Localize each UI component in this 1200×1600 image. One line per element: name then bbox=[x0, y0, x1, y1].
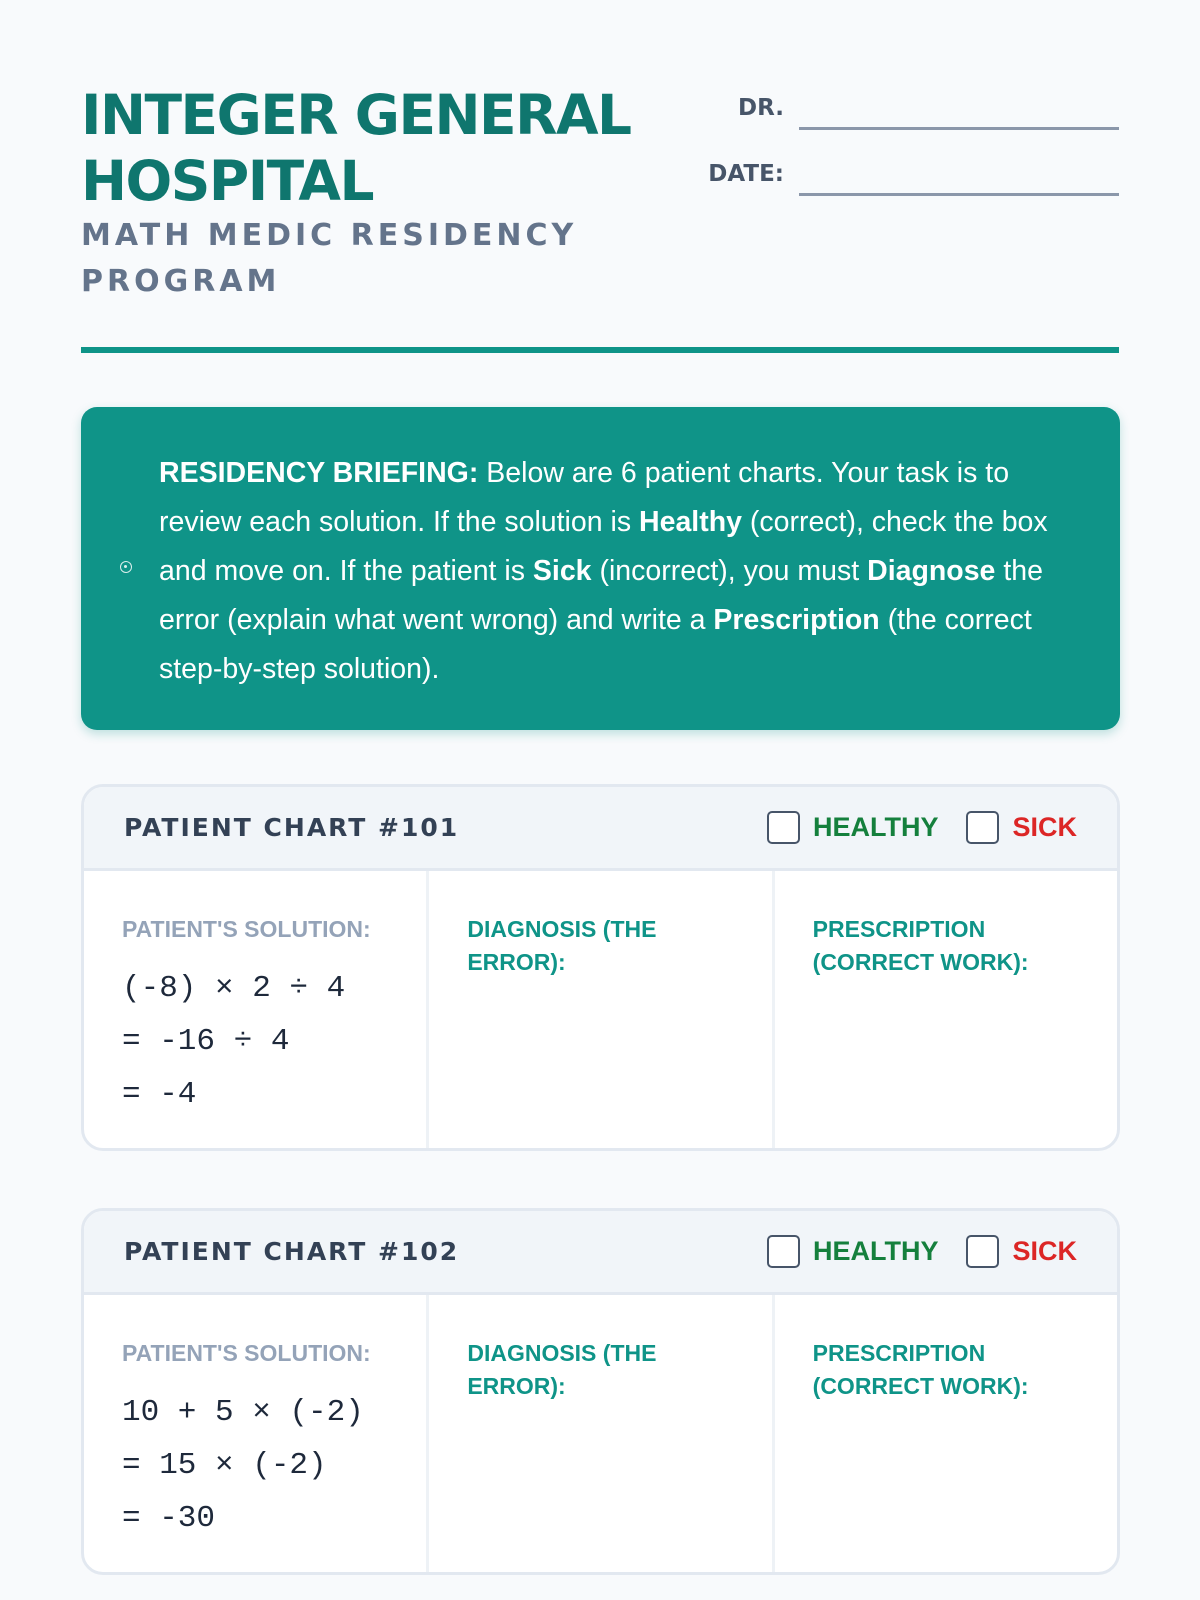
doctor-input-line[interactable] bbox=[799, 90, 1119, 130]
healthy-option[interactable] bbox=[767, 811, 939, 844]
sick-option[interactable] bbox=[966, 811, 1077, 844]
sick-option[interactable] bbox=[966, 1235, 1077, 1268]
patient-chart bbox=[81, 1208, 1120, 1575]
doctor-label: DR. bbox=[738, 95, 784, 121]
chart-body bbox=[84, 871, 1117, 1148]
solution-work bbox=[122, 1386, 388, 1545]
healthy-checkbox[interactable] bbox=[767, 811, 800, 844]
solution-column bbox=[84, 1295, 429, 1572]
healthy-label: HEALTHY bbox=[812, 1236, 939, 1266]
chart-header bbox=[84, 1211, 1117, 1295]
solution-label: PATIENT'S SOLUTION: bbox=[122, 916, 371, 942]
diagnosis-column[interactable] bbox=[429, 1295, 774, 1572]
chart-header bbox=[84, 787, 1117, 871]
program-name: MATH MEDIC RESIDENCY PROGRAM bbox=[81, 218, 578, 299]
solution-column bbox=[84, 871, 429, 1148]
healthy-checkbox[interactable] bbox=[767, 1235, 800, 1268]
patient-chart bbox=[81, 784, 1120, 1151]
prescription-label: PRESCRIPTION (CORRECT WORK): bbox=[812, 1340, 1029, 1399]
sick-label: SICK bbox=[1012, 1236, 1077, 1266]
diagnosis-label: DIAGNOSIS (THE ERROR): bbox=[467, 1340, 657, 1399]
healthy-option[interactable] bbox=[767, 1235, 939, 1268]
sick-checkbox[interactable] bbox=[966, 811, 999, 844]
prescription-column[interactable] bbox=[775, 871, 1117, 1148]
chart-title: PATIENT CHART #101 bbox=[124, 813, 460, 842]
header bbox=[81, 0, 1119, 353]
solution-line: = 15 × (-2) bbox=[122, 1448, 327, 1483]
info-bullet-icon bbox=[120, 561, 132, 573]
solution-line: = -30 bbox=[122, 1501, 216, 1536]
briefing-text: RESIDENCY BRIEFING: Below are 6 patient charts. Your task is to review each solution. If the solution is Healthy (correct), check the box and move on. If the patient is Sick (incorrect), you must Diagnose the error (explain what went wrong) and write a Prescription (the correct step-by-step solution). bbox=[159, 457, 1048, 685]
briefing-heading: RESIDENCY BRIEFING: bbox=[159, 457, 479, 489]
date-field bbox=[708, 156, 1119, 196]
doctor-field bbox=[738, 90, 1119, 130]
solution-line: (-8) × 2 ÷ 4 bbox=[122, 971, 346, 1006]
sick-label: SICK bbox=[1012, 812, 1077, 842]
chart-body bbox=[84, 1295, 1117, 1572]
date-input-line[interactable] bbox=[799, 156, 1119, 196]
solution-line: = -16 ÷ 4 bbox=[122, 1024, 290, 1059]
residency-briefing bbox=[81, 407, 1120, 730]
sick-checkbox[interactable] bbox=[966, 1235, 999, 1268]
prescription-label: PRESCRIPTION (CORRECT WORK): bbox=[812, 916, 1029, 975]
solution-line: = -4 bbox=[122, 1077, 197, 1112]
solution-label: PATIENT'S SOLUTION: bbox=[122, 1340, 371, 1366]
diagnosis-column[interactable] bbox=[429, 871, 774, 1148]
solution-line: 10 + 5 × (-2) bbox=[122, 1395, 364, 1430]
diagnosis-label: DIAGNOSIS (THE ERROR): bbox=[467, 916, 657, 975]
healthy-label: HEALTHY bbox=[812, 812, 939, 842]
chart-title: PATIENT CHART #102 bbox=[124, 1237, 460, 1266]
prescription-column[interactable] bbox=[775, 1295, 1117, 1572]
solution-work bbox=[122, 962, 388, 1121]
date-label: DATE: bbox=[708, 161, 784, 187]
hospital-name: INTEGER GENERAL HOSPITAL bbox=[81, 83, 631, 213]
